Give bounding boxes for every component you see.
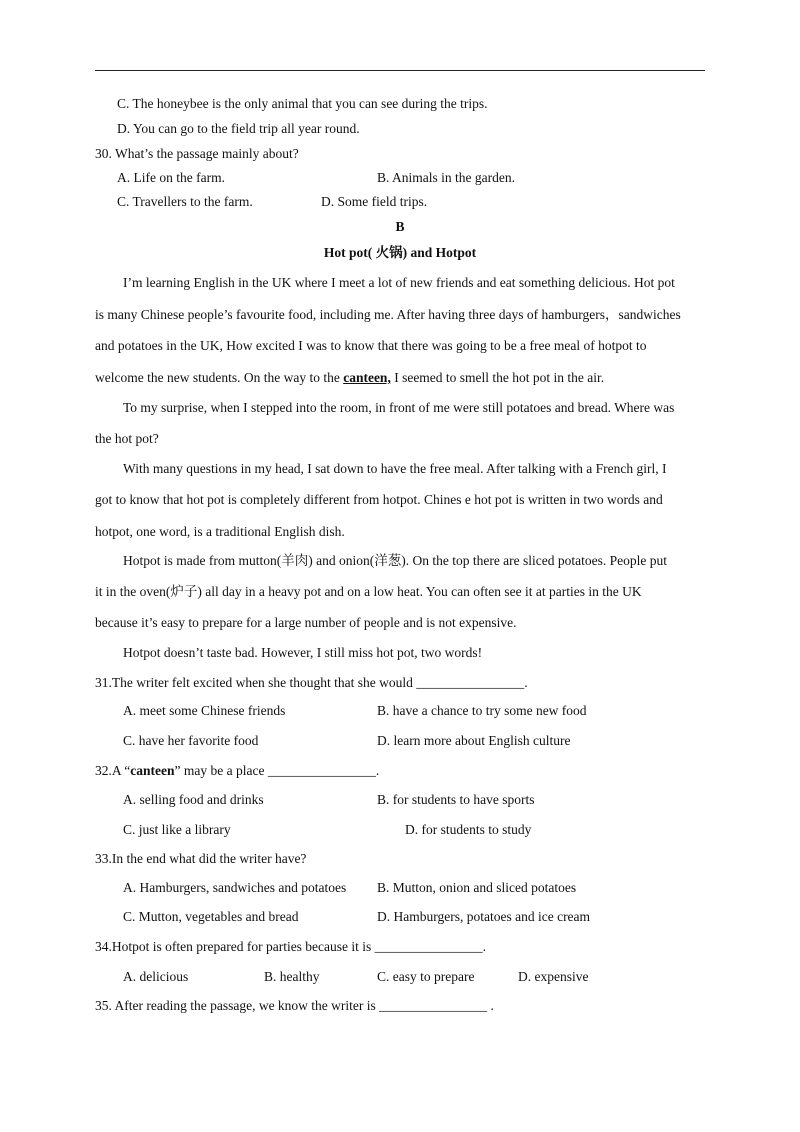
passage-p5-line1: Hotpot doesn’t taste bad. However, I still miss hot pot, two words! [123, 645, 483, 660]
q31-option-d: D. learn more about English culture [377, 733, 571, 748]
passage-p2-line2: the hot pot? [95, 431, 159, 446]
q32-stem-pre: 32.A “ [95, 763, 131, 778]
keyword-canteen: canteen, [343, 370, 391, 385]
q32-option-d: D. for students to study [405, 822, 532, 837]
q31-option-b: B. have a chance to try some new food [377, 703, 587, 718]
passage-p1-line1: I’m learning English in the UK where I meet a lot of new friends and eat something delicious. Hot pot [123, 275, 675, 290]
passage-p3-line1: With many questions in my head, I sat down to have the free meal. After talking with a French girl, I [123, 461, 667, 476]
passage-p1-line4 [95, 370, 604, 386]
passage-p1-line3: and potatoes in the UK, How excited I was to know that there was going to be a free meal of hotpot to [95, 338, 647, 353]
q29-option-d: D. You can go to the field trip all year round. [117, 121, 360, 136]
q31-stem: 31.The writer felt excited when she thought that she would ________________. [95, 675, 528, 690]
passage-p2-line1: To my surprise, when I stepped into the room, in front of me were still potatoes and bread. Where was [123, 400, 675, 415]
q30-option-c: C. Travellers to the farm. [117, 194, 253, 209]
q33-option-d: D. Hamburgers, potatoes and ice cream [377, 909, 591, 924]
q32-stem-post: ” may be a place ________________. [174, 763, 380, 778]
passage-p1-line4-pre: welcome the new students. On the way to the [95, 370, 344, 385]
passage-p3-line2: got to know that hot pot is completely different from hotpot. Chines e hot pot is written in two words and [95, 492, 663, 507]
q33-stem: 33.In the end what did the writer have? [95, 851, 307, 866]
q35-stem: 35. After reading the passage, we know the writer is ________________ . [95, 998, 494, 1013]
passage-p4-line1: Hotpot is made from mutton(羊肉) and onion(洋葱). On the top there are sliced potatoes. People put [123, 553, 668, 568]
q31-option-c: C. have her favorite food [123, 733, 259, 748]
q34-option-d: D. expensive [518, 969, 589, 984]
passage-title: Hot pot( 火锅) and Hotpot [323, 245, 477, 260]
passage-p4-line2: it in the oven(炉子) all day in a heavy pot and on a low heat. You can often see it at parties in the UK [95, 584, 642, 599]
q32-keyword-canteen: canteen [130, 763, 175, 778]
q34-stem: 34.Hotpot is often prepared for parties because it is ________________. [95, 939, 487, 954]
q32-option-c: C. just like a library [123, 822, 231, 837]
section-letter: B [395, 219, 405, 234]
q30-option-d: D. Some field trips. [321, 194, 428, 209]
q30-stem: 30. What’s the passage mainly about? [95, 146, 299, 161]
passage-p1-line2: is many Chinese people’s favourite food, including me. After having three days of hamburgers，sandwiches [95, 307, 681, 322]
header-rule [95, 70, 705, 71]
q30-option-b: B. Animals in the garden. [377, 170, 515, 185]
q30-option-a: A. Life on the farm. [117, 170, 225, 185]
q32-option-b: B. for students to have sports [377, 792, 535, 807]
q34-option-b: B. healthy [264, 969, 320, 984]
q34-option-c: C. easy to prepare [377, 969, 475, 984]
passage-p1-line4-post: I seemed to smell the hot pot in the air. [390, 370, 605, 385]
q32-option-a: A. selling food and drinks [123, 792, 264, 807]
q32-stem [95, 763, 379, 779]
q33-option-b: B. Mutton, onion and sliced potatoes [377, 880, 577, 895]
q31-option-a: A. meet some Chinese friends [123, 703, 286, 718]
q33-option-a: A. Hamburgers, sandwiches and potatoes [123, 880, 347, 895]
q29-option-c: C. The honeybee is the only animal that you can see during the trips. [117, 96, 488, 111]
passage-p4-line3: because it’s easy to prepare for a large number of people and is not expensive. [95, 615, 517, 630]
q33-option-c: C. Mutton, vegetables and bread [123, 909, 299, 924]
q34-option-a: A. delicious [123, 969, 189, 984]
passage-p3-line3: hotpot, one word, is a traditional English dish. [95, 524, 345, 539]
